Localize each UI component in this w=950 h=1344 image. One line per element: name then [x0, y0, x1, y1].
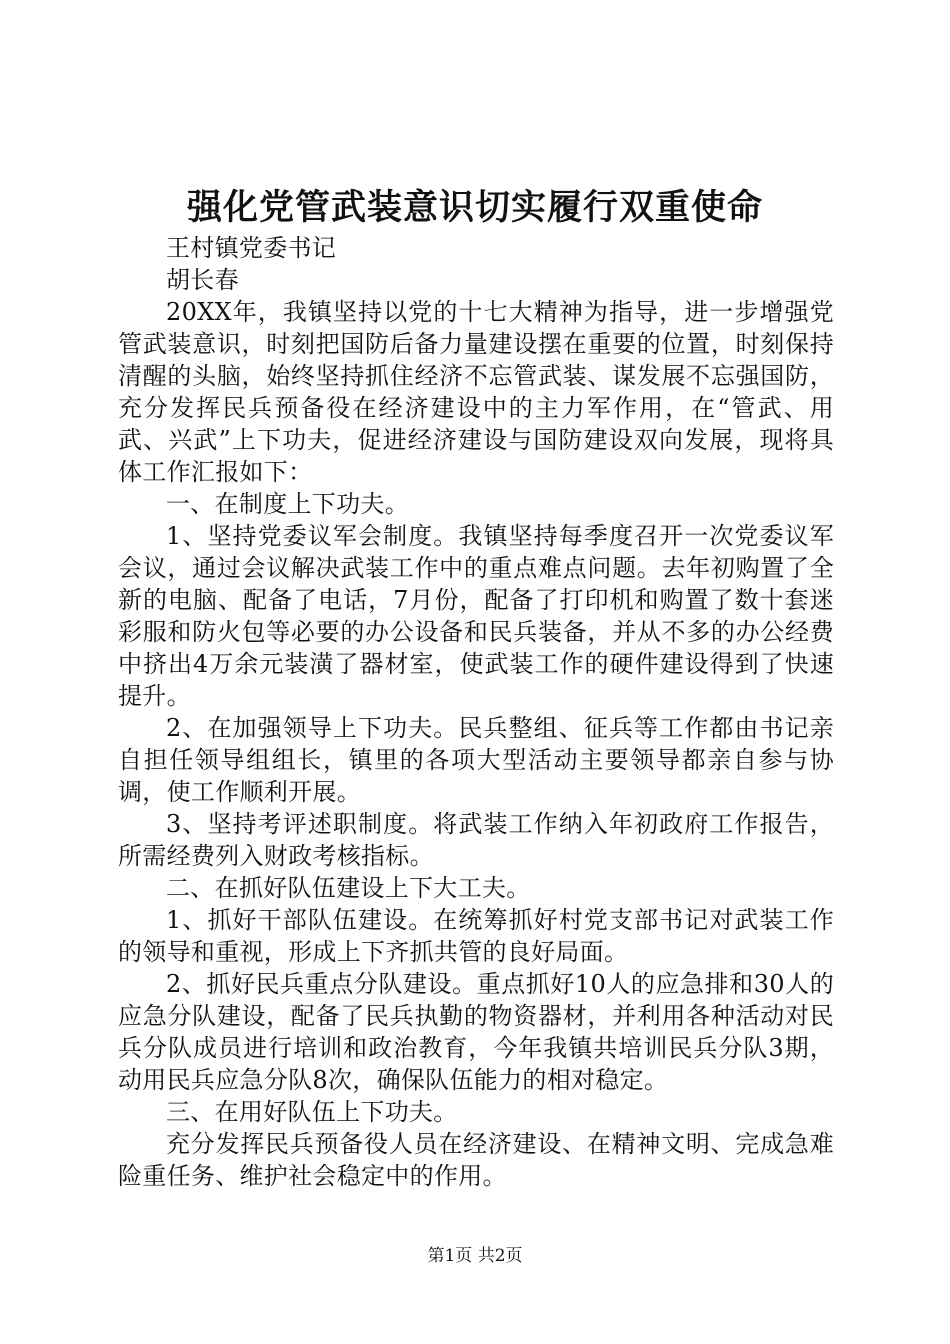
author-name: 胡长春: [166, 266, 239, 294]
paragraph-intro: 20XX年，我镇坚持以党的十七大精神为指导，进一步增强党管武装意识，时刻把国防后备力量建设摆在重要的位置，时刻保持清醒的头脑，始终坚持抓住经济不忘管武装、谋发展不忘强国防，充分发挥民兵预备役在经济建设中的主力军作用，在“管武、用武、兴武”上下功夫，促进经济建设与国防建设双向发展，现将具体工作汇报如下：: [118, 298, 834, 486]
paragraph-2-1: 1、抓好干部队伍建设。在统筹抓好村党支部书记对武装工作的领导和重视，形成上下齐抓共管的良好局面。: [118, 906, 834, 966]
author-title: 王村镇党委书记: [166, 234, 337, 262]
section-heading-2: 二、在抓好队伍建设上下大工夫。: [166, 874, 531, 902]
paragraph-3-1: 充分发挥民兵预备役人员在经济建设、在精神文明、完成急难险重任务、维护社会稳定中的作用。: [118, 1130, 834, 1190]
paragraph-1-1: 1、坚持党委议军会制度。我镇坚持每季度召开一次党委议军会议，通过会议解决武装工作中的重点难点问题。去年初购置了全新的电脑、配备了电话，7月份，配备了打印机和购置了数十套迷彩服和防火包等必要的办公设备和民兵装备，并从不多的办公经费中挤出4万余元装潢了器材室，使武装工作的硬件建设得到了快速提升。: [118, 522, 834, 710]
paragraph-2-2: 2、抓好民兵重点分队建设。重点抓好10人的应急排和30人的应急分队建设，配备了民兵执勤的物资器材，并利用各种活动对民兵分队成员进行培训和政治教育，今年我镇共培训民兵分队3期，动用民兵应急分队8次，确保队伍能力的相对稳定。: [118, 970, 834, 1094]
paragraph-1-3: 3、坚持考评述职制度。将武装工作纳入年初政府工作报告，所需经费列入财政考核指标。: [118, 810, 834, 870]
section-heading-3: 三、在用好队伍上下功夫。: [166, 1098, 458, 1126]
section-heading-1: 一、在制度上下功夫。: [166, 490, 409, 518]
document-body: [118, 232, 834, 1192]
page-indicator: 第1页 共2页: [427, 1246, 523, 1266]
document-title: 强化党管武装意识切实履行双重使命: [186, 187, 763, 228]
paragraph-1-2: 2、在加强领导上下功夫。民兵整组、征兵等工作都由书记亲自担任领导组组长，镇里的各项大型活动主要领导都亲自参与协调，使工作顺利开展。: [118, 714, 834, 806]
